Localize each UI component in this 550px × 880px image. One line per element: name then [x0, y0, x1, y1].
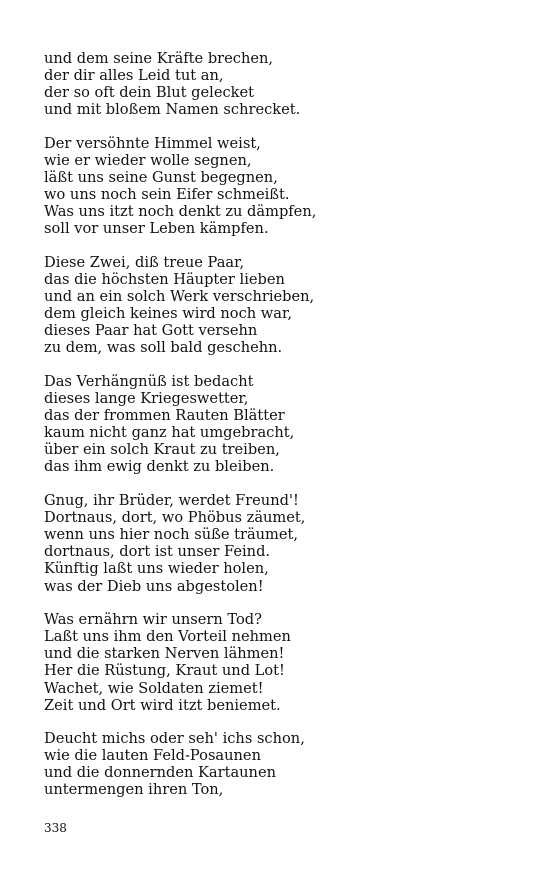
poem-line: über ein solch Kraut zu treiben,	[44, 441, 280, 459]
poem-line: Her die Rüstung, Kraut und Lot!	[44, 662, 285, 680]
poem-line: dortnaus, dort ist unser Feind.	[44, 543, 271, 561]
poem-line: wie die lauten Feld-Posaunen	[44, 747, 261, 765]
poem-line: und die donnernden Kartaunen	[44, 764, 276, 782]
stanza-4	[44, 373, 514, 476]
poem-line: der dir alles Leid tut an,	[44, 67, 224, 85]
poem-line: dieses lange Kriegeswetter,	[44, 390, 249, 408]
poem-line: Künftig laßt uns wieder holen,	[44, 560, 269, 578]
poem-line: und die starken Nerven lähmen!	[44, 645, 285, 663]
stanza-7	[44, 730, 514, 798]
poem-line: Gnug, ihr Brüder, werdet Freund'!	[44, 492, 299, 510]
poem-line: wenn uns hier noch süße träumet,	[44, 526, 299, 544]
poem-line: Laßt uns ihm den Vorteil nehmen	[44, 628, 291, 646]
poem-text	[44, 50, 514, 815]
poem-line: Deucht michs oder seh' ichs schon,	[44, 730, 305, 748]
poem-line: und dem seine Kräfte brechen,	[44, 50, 274, 67]
poem-line: wie er wieder wolle segnen,	[44, 151, 252, 169]
stanza-1	[44, 50, 514, 118]
poem-line: Was uns itzt noch denkt zu dämpfen,	[44, 203, 317, 221]
poem-line: und an ein solch Werk verschrieben,	[44, 288, 315, 306]
poem-line: Was ernährn wir unsern Tod?	[44, 611, 262, 629]
poem-line: wo uns noch sein Eifer schmeißt.	[44, 186, 290, 204]
poem-line: Wachet, wie Soldaten ziemet!	[44, 679, 264, 697]
poem-line: der so oft dein Blut gelecket	[44, 84, 254, 102]
poem-line: das der frommen Rauten Blätter	[44, 407, 285, 425]
poem-line: soll vor unser Leben kämpfen.	[44, 220, 269, 238]
page-number: 338	[44, 821, 67, 835]
stanza-2	[44, 135, 514, 238]
poem-line: und mit bloßem Namen schrecket.	[44, 101, 301, 119]
poem-line: dieses Paar hat Gott versehn	[44, 322, 258, 340]
poem-line: dem gleich keines wird noch war,	[44, 305, 293, 323]
poem-line: das ihm ewig denkt zu bleiben.	[44, 458, 275, 476]
poem-line: Der versöhnte Himmel weist,	[44, 134, 261, 152]
poem-line: zu dem, was soll bald geschehn.	[44, 339, 283, 357]
poem-line: läßt uns seine Gunst begegnen,	[44, 169, 278, 187]
poem-line: Zeit und Ort wird itzt beniemet.	[44, 696, 281, 714]
stanza-6	[44, 611, 514, 714]
poem-line: Dortnaus, dort, wo Phöbus zäumet,	[44, 509, 306, 527]
poem-line: untermengen ihren Ton,	[44, 781, 224, 799]
poem-line: Das Verhängnüß ist bedacht	[44, 373, 254, 390]
poem-line: das die höchsten Häupter lieben	[44, 271, 285, 289]
poem-line: Diese Zwei, diß treue Paar,	[44, 253, 245, 271]
poem-line: kaum nicht ganz hat umgebracht,	[44, 424, 295, 442]
stanza-3	[44, 254, 514, 357]
stanza-5	[44, 492, 514, 595]
poem-line: was der Dieb uns abgestolen!	[44, 577, 264, 595]
